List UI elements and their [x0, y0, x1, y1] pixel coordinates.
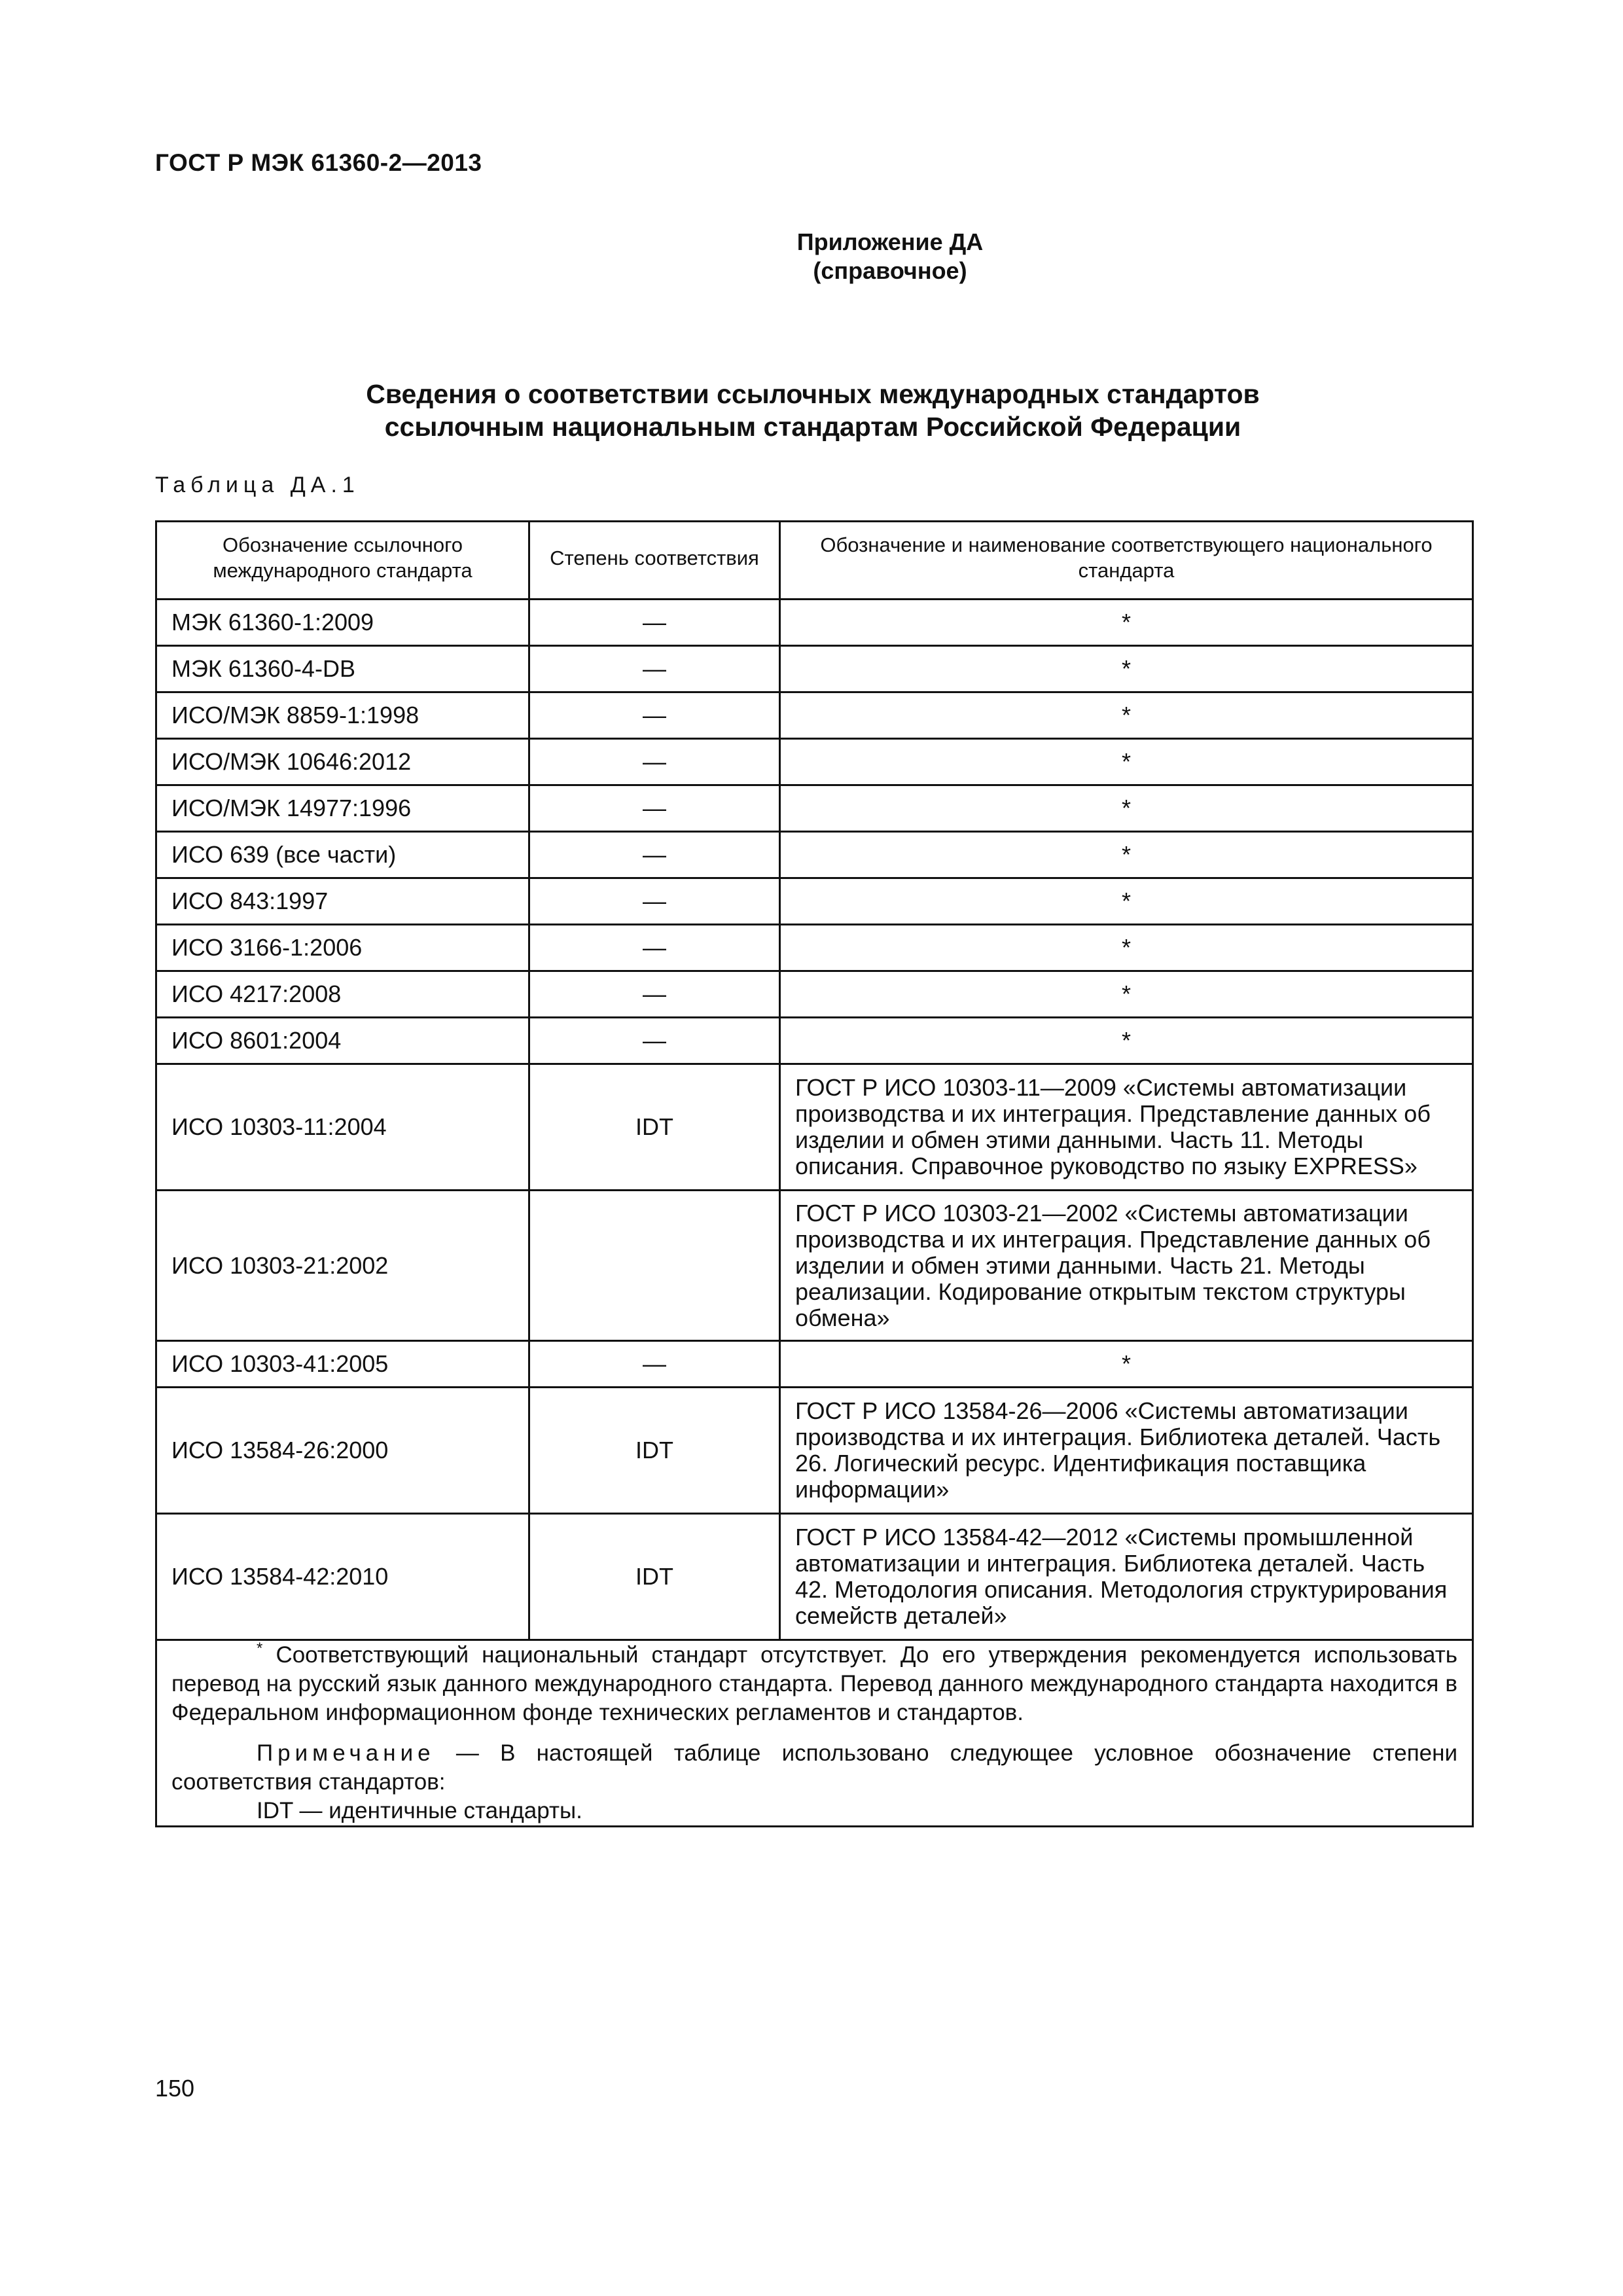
cell-intl: ИСО 3166-1:2006 [156, 925, 529, 971]
table-row [156, 1191, 1473, 1341]
cell-intl: ИСО 10303-11:2004 [156, 1064, 529, 1191]
cell-national: * [780, 832, 1473, 878]
table-footnote-cell [156, 1640, 1473, 1827]
cell-degree: IDT [529, 1064, 780, 1191]
cell-national: ГОСТ Р ИСО 13584-26—2006 «Системы автоматизации производства и их интеграция. Библиотека деталей. Часть 26. Логический ресурс. Идентификация поставщика информации» [780, 1388, 1473, 1514]
cell-national: * [780, 925, 1473, 971]
cell-degree: — [529, 1018, 780, 1064]
cell-national: * [780, 1341, 1473, 1388]
header-national-standard: Обозначение и наименование соответствующего национального стандарта [780, 522, 1473, 594]
correspondence-table [155, 520, 1474, 1827]
cell-intl: ИСО 10303-41:2005 [156, 1341, 529, 1388]
cell-intl: ИСО 13584-42:2010 [156, 1514, 529, 1640]
annex-heading [0, 228, 1623, 285]
table-row [156, 878, 1473, 925]
cell-degree: — [529, 971, 780, 1018]
cell-degree: — [529, 739, 780, 785]
cell-intl: ИСО 639 (все части) [156, 832, 529, 878]
cell-intl: ИСО/МЭК 8859-1:1998 [156, 692, 529, 739]
cell-national: * [780, 692, 1473, 739]
cell-national: * [780, 600, 1473, 646]
table-row [156, 1388, 1473, 1514]
table-row [156, 739, 1473, 785]
page-number: 150 [155, 2075, 195, 2102]
cell-degree: — [529, 646, 780, 692]
header-degree: Степень соответствия [529, 522, 780, 594]
cell-national: * [780, 739, 1473, 785]
table-row [156, 1018, 1473, 1064]
cell-intl: МЭК 61360-4-DB [156, 646, 529, 692]
footnote-mark: * [257, 1640, 263, 1657]
cell-degree [529, 1191, 780, 1341]
cell-national: * [780, 785, 1473, 832]
section-title [155, 378, 1471, 443]
section-title-line-1: Сведения о соответствии ссылочных международных стандартов [366, 379, 1260, 409]
cell-intl: ИСО 4217:2008 [156, 971, 529, 1018]
table-row [156, 971, 1473, 1018]
cell-degree: — [529, 1341, 780, 1388]
cell-degree: — [529, 878, 780, 925]
table-row [156, 600, 1473, 646]
cell-national: * [780, 646, 1473, 692]
footnote [171, 1641, 1457, 1727]
table-row [156, 785, 1473, 832]
section-title-line-2: ссылочным национальным стандартам Российской Федерации [384, 412, 1241, 442]
annex-subtitle: (справочное) [813, 257, 967, 284]
cell-intl: ИСО 13584-26:2000 [156, 1388, 529, 1514]
cell-degree: — [529, 832, 780, 878]
cell-national: * [780, 1018, 1473, 1064]
table-label: Таблица ДА.1 [155, 473, 360, 497]
footnote-text: Соответствующий национальный стандарт отсутствует. До его утверждения рекомендуется использовать перевод на русский язык данного международного стандарта. Перевод данного международного стандарта находится в Федеральном информационном фонде технических регламентов и стандартов. [171, 1642, 1457, 1725]
cell-degree: — [529, 925, 780, 971]
cell-national: ГОСТ Р ИСО 10303-21—2002 «Системы автоматизации производства и их интеграция. Представление данных об изделии и обмен этими данными. Часть 21. Методы реализации. Кодирование открытым текстом структуры обмена» [780, 1191, 1473, 1341]
cell-national: * [780, 971, 1473, 1018]
note-item: IDT — идентичные стандарты. [257, 1798, 582, 1823]
header-gap [529, 593, 780, 600]
table-row [156, 692, 1473, 739]
note-label: Примечание [257, 1740, 435, 1766]
cell-intl: ИСО/МЭК 14977:1996 [156, 785, 529, 832]
table-row [156, 1514, 1473, 1640]
table-row [156, 832, 1473, 878]
table-footer-row [156, 1640, 1473, 1827]
cell-national: ГОСТ Р ИСО 13584-42—2012 «Системы промышленной автоматизации и интеграция. Библиотека деталей. Часть 42. Методология описания. Методология структурирования семейств деталей» [780, 1514, 1473, 1640]
header-intl-standard: Обозначение ссылочного международного стандарта [156, 522, 529, 594]
cell-national: * [780, 878, 1473, 925]
cell-intl: ИСО 8601:2004 [156, 1018, 529, 1064]
cell-intl: ИСО 843:1997 [156, 878, 529, 925]
header-gap [156, 593, 529, 600]
table-row [156, 1064, 1473, 1191]
table-row [156, 646, 1473, 692]
header-gap [780, 593, 1473, 600]
cell-intl: ИСО 10303-21:2002 [156, 1191, 529, 1341]
cell-degree: — [529, 600, 780, 646]
table-row [156, 925, 1473, 971]
note [171, 1739, 1457, 1797]
cell-degree: IDT [529, 1514, 780, 1640]
note-text: — В настоящей таблице использовано следующее условное обозначение степени соответствия стандартов: [171, 1740, 1457, 1795]
cell-degree: — [529, 785, 780, 832]
table-row [156, 1341, 1473, 1388]
cell-intl: ИСО/МЭК 10646:2012 [156, 739, 529, 785]
cell-intl: МЭК 61360-1:2009 [156, 600, 529, 646]
document-number: ГОСТ Р МЭК 61360-2—2013 [155, 149, 482, 176]
cell-national: ГОСТ Р ИСО 10303-11—2009 «Системы автоматизации производства и их интеграция. Представление данных об изделии и обмен этими данными. Часть 11. Методы описания. Справочное руководство по языку EXPRESS» [780, 1064, 1473, 1191]
annex-title: Приложение ДА [796, 228, 984, 255]
cell-degree: — [529, 692, 780, 739]
cell-degree: IDT [529, 1388, 780, 1514]
